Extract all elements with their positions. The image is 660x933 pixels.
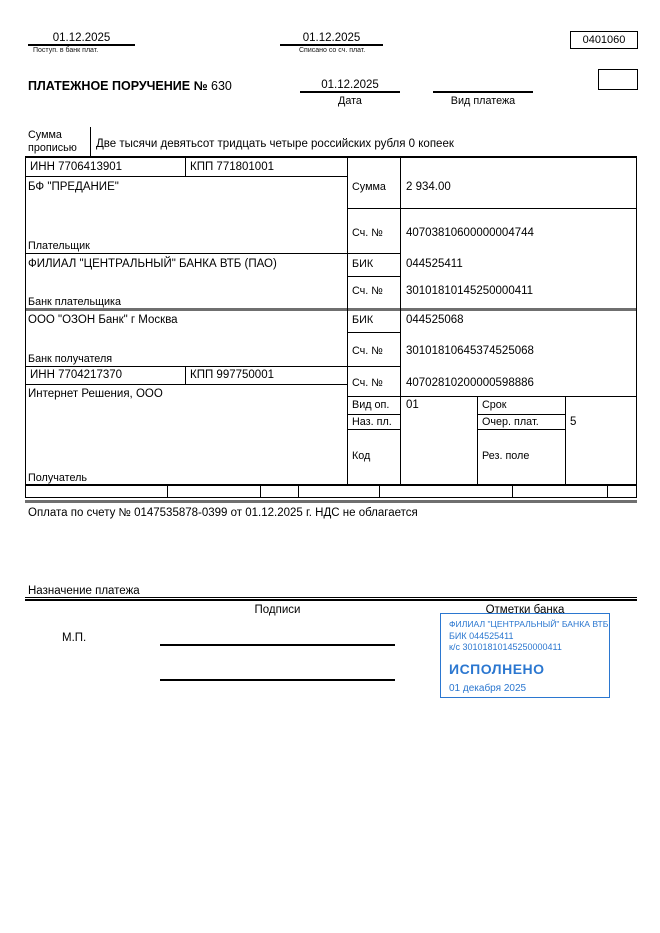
sum-value: 2 934.00 — [406, 181, 451, 193]
purpose-underline-thick — [25, 599, 637, 601]
priority-value: 5 — [570, 416, 577, 428]
payer-account: 40703810600000004744 — [406, 227, 534, 239]
field-divider — [379, 484, 380, 497]
bank-marks-label: Отметки банка — [485, 604, 565, 616]
payer-bank-corr: 30101810145250000411 — [406, 285, 534, 297]
received-date-label: Поступ. в банк плат. — [33, 47, 99, 54]
table-column-divider — [477, 396, 478, 484]
table-line — [25, 384, 347, 385]
payee-label: Получатель — [28, 472, 88, 484]
table-left-border — [25, 156, 26, 497]
section-divider-line — [25, 500, 637, 503]
payer-kpp: КПП 771801001 — [190, 161, 274, 173]
payer-bank-bik: 044525411 — [406, 258, 463, 270]
table-line — [25, 176, 347, 177]
table-line — [25, 484, 637, 486]
payer-bank-label: Банк плательщика — [28, 296, 121, 308]
payment-type-underline — [433, 91, 533, 93]
payee-name: Интернет Решения, ООО — [28, 388, 163, 400]
payee-inn: ИНН 7704217370 — [30, 369, 123, 381]
form-code-box — [570, 31, 638, 49]
document-date-label: Дата — [338, 95, 362, 107]
payment-type-label: Вид платежа — [450, 95, 516, 107]
payment-type-box — [598, 69, 638, 90]
table-line — [25, 366, 400, 367]
payee-bank-name: ООО "ОЗОН Банк" г Москва — [28, 314, 178, 326]
stamp-status: ИСПОЛНЕНО — [449, 661, 545, 677]
amount-words-divider — [90, 127, 91, 157]
document-date: 01.12.2025 — [321, 79, 379, 91]
document-date-underline — [300, 91, 400, 93]
field-divider — [298, 484, 299, 497]
received-date: 01.12.2025 — [52, 32, 111, 44]
purpose-underline — [25, 597, 637, 598]
field-divider — [512, 484, 513, 497]
amount-words-value: Две тысячи девятьсот тридцать четыре российских рубля 0 копеек — [96, 138, 454, 150]
debited-date: 01.12.2025 — [302, 32, 361, 44]
stamp-corr-account: к/с 30101810145250000411 — [449, 642, 562, 652]
form-code: 0401060 — [582, 34, 626, 46]
document-title-label: ПЛАТЕЖНОЕ ПОРУЧЕНИЕ № — [28, 79, 208, 93]
payee-account: 40702810200000598886 — [406, 377, 534, 389]
table-line — [347, 429, 400, 430]
bank-stamp — [440, 613, 610, 698]
debited-date-label: Списано со сч. плат. — [299, 47, 366, 54]
payee-kpp: КПП 997750001 — [190, 369, 274, 381]
payer-bank-bik-label: БИК — [352, 258, 374, 270]
debited-date-underline — [280, 44, 383, 46]
payment-purpose-text: Оплата по счету № 0147535878-0399 от 01.12.2025 г. НДС не облагается — [28, 507, 418, 519]
payer-inn: ИНН 7706413901 — [30, 161, 123, 173]
payer-account-label: Сч. № — [352, 227, 383, 239]
stamp-bank-name: ФИЛИАЛ "ЦЕНТРАЛЬНЫЙ" БАНКА ВТБ — [449, 619, 609, 629]
table-column-divider — [400, 156, 401, 484]
table-line — [347, 276, 400, 277]
table-line — [25, 253, 400, 254]
table-line — [347, 208, 637, 209]
payment-purpose-label: Назначение платежа — [28, 585, 140, 597]
purpose-code-label: Наз. пл. — [352, 416, 392, 428]
table-line — [347, 332, 400, 333]
mp-label: М.П. — [62, 632, 87, 644]
document-number: 630 — [211, 79, 232, 93]
stamp-date: 01 декабря 2025 — [449, 683, 527, 694]
received-date-underline — [28, 44, 135, 46]
payer-bank-corr-label: Сч. № — [352, 285, 383, 297]
signature-line — [160, 679, 395, 681]
stamp-bik: БИК 044525411 — [449, 631, 514, 641]
signatures-label: Подписи — [254, 604, 301, 616]
signature-line — [160, 644, 395, 646]
table-line — [347, 414, 400, 415]
payer-name: БФ "ПРЕДАНИЕ" — [28, 181, 119, 193]
table-line — [25, 156, 637, 158]
payee-bank-label: Банк получателя — [28, 353, 113, 365]
payee-bank-bik-label: БИК — [352, 314, 374, 326]
document-title — [28, 79, 232, 93]
payee-account-label: Сч. № — [352, 377, 383, 389]
field-divider — [260, 484, 261, 497]
table-line — [477, 429, 565, 430]
table-column-divider — [347, 156, 348, 484]
amount-words-label: Сумма прописью — [28, 129, 77, 154]
reserve-field-label: Рез. поле — [482, 450, 530, 462]
table-line — [25, 497, 637, 498]
op-type-label: Вид оп. — [352, 399, 390, 411]
code-label: Код — [352, 450, 371, 462]
priority-label: Очер. плат. — [482, 416, 539, 428]
field-divider — [167, 484, 168, 497]
inn-kpp-divider — [185, 156, 186, 177]
payee-bank-corr-label: Сч. № — [352, 345, 383, 357]
table-column-divider — [565, 396, 566, 484]
table-line — [477, 414, 565, 415]
payee-bank-corr: 30101810645374525068 — [406, 345, 534, 357]
payer-bank-name: ФИЛИАЛ "ЦЕНТРАЛЬНЫЙ" БАНКА ВТБ (ПАО) — [28, 258, 277, 270]
payer-label: Плательщик — [28, 240, 90, 252]
term-label: Срок — [482, 399, 507, 411]
inn-kpp-divider — [185, 366, 186, 385]
payee-bank-bik: 044525068 — [406, 314, 464, 326]
table-right-border — [636, 156, 637, 497]
op-type-value: 01 — [406, 399, 419, 411]
sum-label: Сумма — [352, 181, 386, 193]
table-line — [347, 396, 637, 397]
field-divider — [607, 484, 608, 497]
